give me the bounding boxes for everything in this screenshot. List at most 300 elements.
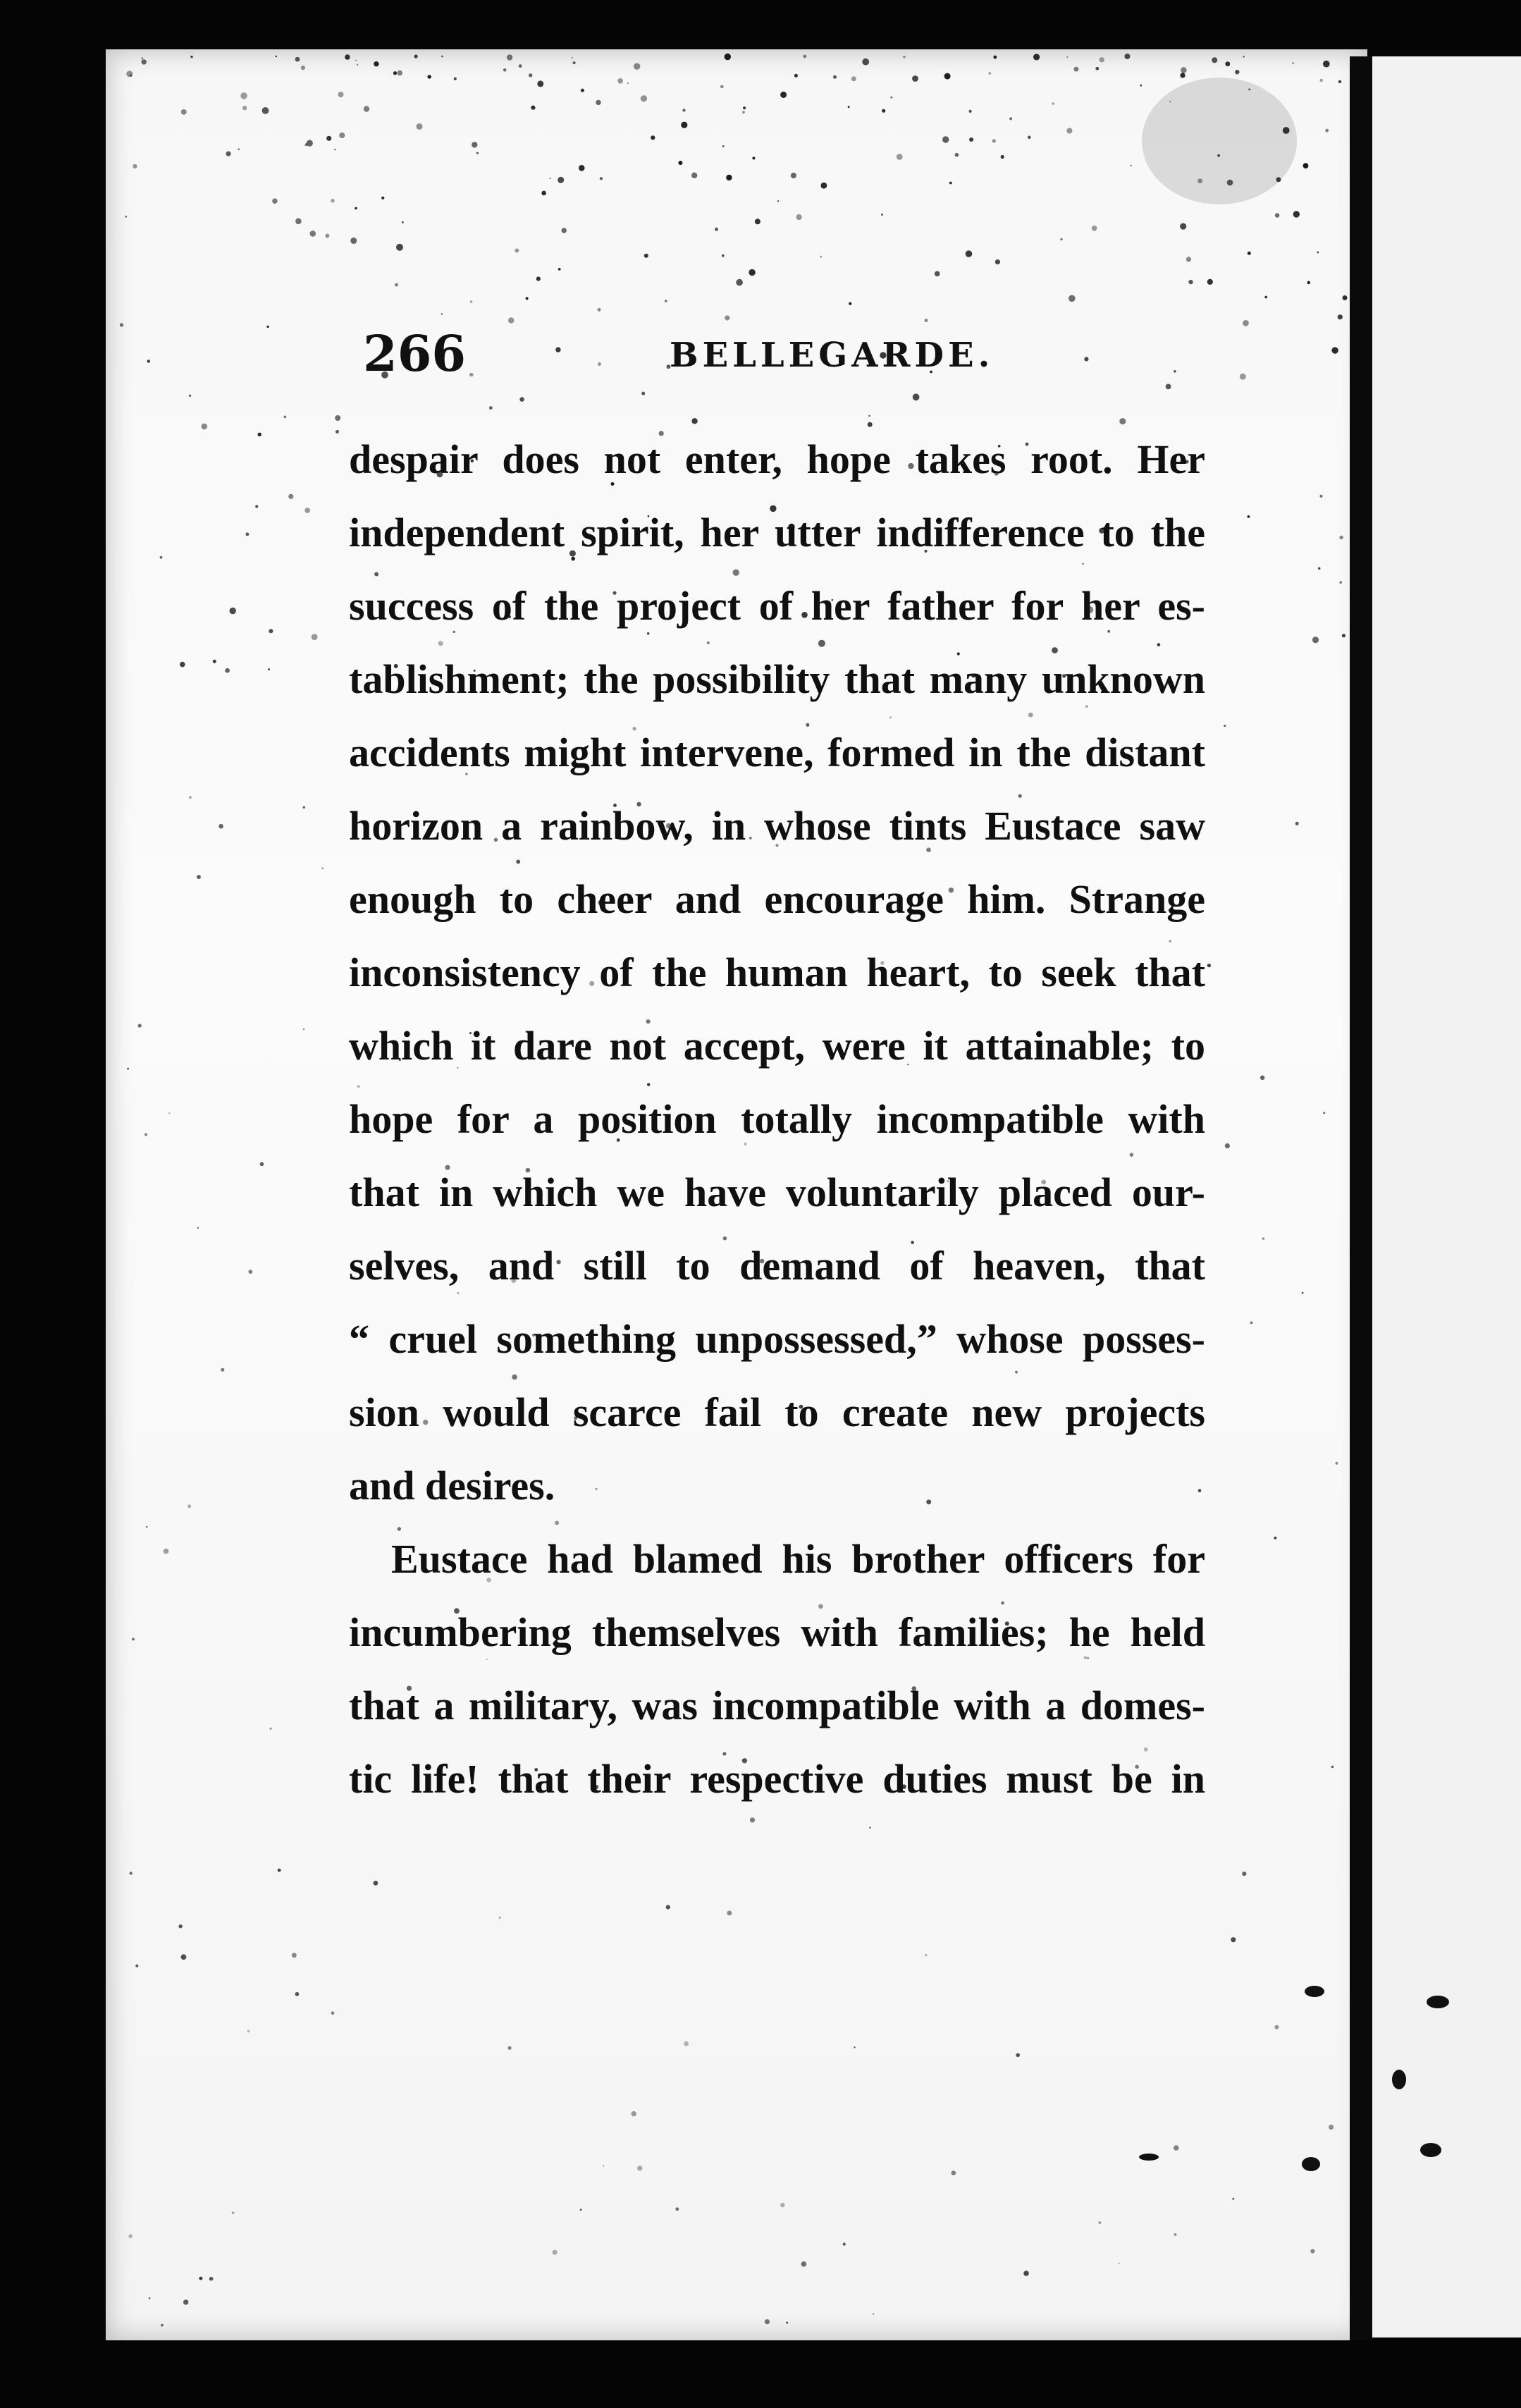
speckle: [1212, 57, 1217, 63]
speckle: [209, 2277, 214, 2281]
speckle: [726, 175, 732, 180]
speckle: [269, 629, 273, 633]
speckle: [634, 63, 640, 70]
speckle: [393, 71, 397, 75]
speckle: [515, 248, 519, 252]
speckle: [312, 634, 318, 640]
speckle: [276, 56, 277, 57]
speckle: [278, 1869, 281, 1872]
speckle: [1264, 296, 1267, 299]
speckle: [725, 315, 729, 320]
speckle: [935, 271, 940, 277]
speckle: [190, 56, 192, 58]
text-line: enough to cheer and encourage him. Strange: [349, 876, 1205, 922]
text-line: that a military, was incompatible with a domes-: [349, 1683, 1205, 1728]
speckle: [126, 70, 133, 77]
speckle: [238, 148, 240, 150]
speckle: [890, 97, 892, 99]
speckle: [1124, 54, 1130, 59]
speckle: [531, 106, 535, 110]
speckle: [470, 300, 473, 303]
text-line: tablishment; the possibility that many unknown: [349, 656, 1205, 702]
speckle: [780, 92, 787, 98]
speckle: [270, 1728, 272, 1730]
speckle: [851, 76, 856, 81]
text-line: which it dare not accept, were it attainable; to: [349, 1023, 1205, 1069]
paragraph-2: [349, 1523, 1205, 1816]
speckle: [1180, 223, 1186, 230]
speckle: [1140, 85, 1142, 87]
speckle: [627, 82, 629, 84]
speckle: [1343, 295, 1348, 300]
speckle: [146, 1526, 147, 1528]
text-line: independent spirit, her utter indifference to the: [349, 510, 1205, 555]
text-line: selves, and still to demand of heaven, that: [349, 1243, 1205, 1289]
speckle: [821, 183, 827, 189]
speckle: [345, 54, 350, 59]
speckle: [1342, 634, 1346, 637]
speckle: [325, 234, 329, 238]
speckle: [720, 85, 724, 89]
speckle: [641, 95, 647, 102]
text-line: that in which we have voluntarily placed our-: [349, 1169, 1205, 1215]
speckle: [1293, 211, 1300, 217]
speckle: [295, 1992, 300, 1996]
speckle: [1312, 637, 1319, 643]
speckle: [417, 123, 423, 130]
speckle: [580, 2209, 582, 2211]
speckle: [1260, 1076, 1264, 1080]
speckle: [374, 61, 378, 66]
speckle: [268, 668, 270, 670]
speckle: [1060, 238, 1062, 240]
speckle: [1250, 1322, 1253, 1325]
speckle: [925, 319, 928, 322]
speckle: [142, 59, 147, 64]
running-title: BELLEGARDE.: [670, 336, 994, 375]
speckle: [988, 72, 991, 75]
text-line: incumbering themselves with families; he held: [349, 1609, 1205, 1655]
speckle: [665, 300, 667, 302]
speckle: [1248, 515, 1250, 518]
speckle: [632, 2111, 636, 2116]
speckle: [402, 221, 404, 223]
speckle: [1338, 314, 1343, 319]
speckle: [331, 2011, 335, 2015]
speckle: [414, 54, 418, 58]
ink-blot: [1302, 2157, 1320, 2171]
speckle: [969, 137, 973, 142]
speckle: [374, 1881, 378, 1886]
speckle: [749, 269, 755, 276]
speckle: [881, 214, 883, 216]
speckle: [1338, 80, 1341, 83]
speckle: [952, 2170, 956, 2175]
speckle: [1092, 226, 1097, 231]
speckle: [666, 1905, 670, 1909]
speckle: [338, 92, 344, 97]
speckle: [1188, 280, 1193, 284]
speckle: [651, 135, 655, 140]
speckle: [1248, 252, 1251, 255]
speckle: [1052, 102, 1054, 105]
speckle: [843, 2243, 846, 2246]
speckle: [794, 74, 798, 78]
speckle: [202, 424, 208, 430]
speckle: [868, 415, 870, 417]
speckle: [1318, 567, 1321, 570]
speckle: [573, 61, 576, 64]
speckle: [397, 70, 402, 76]
speckle: [1323, 1112, 1325, 1114]
speckle: [862, 59, 869, 66]
speckle: [242, 106, 247, 110]
speckle: [135, 1965, 138, 1967]
speckle: [617, 78, 623, 84]
speckle: [598, 308, 601, 312]
speckle: [1323, 61, 1330, 68]
speckle: [596, 100, 601, 105]
speckle: [189, 796, 192, 799]
speckle: [526, 297, 529, 300]
text-line: “ cruel something unpossessed,” whose posses-: [349, 1316, 1205, 1362]
body-text: [349, 423, 1205, 1816]
speckle: [992, 139, 996, 142]
speckle: [138, 1024, 142, 1027]
speckle: [187, 1504, 191, 1508]
speckle: [833, 75, 837, 79]
text-line: hope for a position totally incompatible with: [349, 1096, 1205, 1142]
speckle: [1069, 295, 1076, 302]
ink-blot: [1420, 2143, 1441, 2157]
speckle: [537, 80, 543, 87]
speckle: [1235, 70, 1239, 74]
speckle: [1339, 581, 1342, 584]
speckle: [128, 2235, 132, 2238]
speckle: [248, 1270, 252, 1274]
speckle: [944, 73, 951, 80]
speckle: [218, 824, 223, 829]
speckle: [168, 1112, 170, 1114]
speckle: [295, 57, 300, 62]
speckle: [355, 207, 357, 210]
speckle: [1329, 2125, 1334, 2130]
speckle: [472, 142, 477, 147]
speckle: [682, 109, 685, 111]
speckle: [247, 2030, 250, 2033]
speckle: [292, 1953, 297, 1958]
speckle: [925, 1954, 927, 1956]
speckle: [536, 276, 541, 281]
speckle: [213, 660, 216, 663]
text-line: despair does not enter, hope takes root. Her: [349, 436, 1205, 482]
speckle: [1174, 2145, 1179, 2151]
speckle: [558, 177, 564, 183]
speckle: [350, 238, 357, 244]
text-line: and desires.: [349, 1463, 555, 1509]
speckle: [288, 494, 293, 499]
speckle: [912, 75, 918, 82]
speckle: [603, 2165, 604, 2166]
text-line: Eustace had blamed his brother officers for: [391, 1536, 1205, 1582]
speckle: [1016, 2053, 1020, 2058]
speckle: [132, 1638, 135, 1641]
speckle: [803, 55, 807, 59]
speckle: [1066, 128, 1072, 134]
speckle: [558, 268, 561, 271]
speckle: [955, 153, 959, 157]
speckle: [550, 178, 551, 179]
text-line: horizon a rainbow, in whose tints Eustace saw: [349, 803, 1205, 849]
speckle: [181, 109, 187, 115]
speckle: [304, 143, 307, 146]
speckle: [691, 173, 697, 178]
speckle: [752, 156, 755, 159]
speckle: [508, 317, 514, 323]
speckle: [255, 505, 258, 508]
speckle: [1274, 2025, 1279, 2029]
speckle: [1320, 79, 1323, 82]
speckle: [489, 406, 493, 410]
speckle: [335, 415, 340, 421]
speckle: [1066, 56, 1068, 58]
smudge: [1142, 78, 1297, 204]
speckle: [942, 136, 949, 142]
speckle: [1009, 117, 1012, 120]
speckle: [1224, 725, 1226, 727]
speckle: [572, 57, 573, 59]
speckle: [1033, 54, 1040, 60]
speckle: [303, 806, 305, 809]
speckle: [441, 313, 443, 314]
speckle: [600, 177, 603, 180]
speckle: [562, 228, 567, 233]
speckle: [725, 54, 731, 60]
speckle: [180, 662, 185, 668]
speckle: [395, 283, 398, 287]
speckle: [164, 1549, 169, 1554]
speckle: [529, 73, 532, 77]
speckle: [796, 214, 802, 220]
speckle: [225, 668, 230, 673]
speckle: [791, 173, 796, 178]
speckle: [1225, 1143, 1230, 1148]
speckle: [295, 219, 302, 225]
speckle: [1262, 1237, 1264, 1239]
speckle: [755, 219, 760, 224]
speckle: [579, 165, 585, 171]
speckle: [1225, 61, 1230, 66]
speckle: [339, 133, 345, 138]
speckle: [322, 868, 324, 869]
speckle: [897, 154, 903, 160]
speckle: [743, 106, 746, 109]
speckle: [1232, 2198, 1234, 2200]
paragraph-1: [349, 423, 1205, 1523]
speckle: [141, 57, 143, 59]
speckle: [181, 1954, 187, 1960]
speckle: [160, 556, 163, 559]
speckle: [178, 1924, 182, 1928]
speckle: [801, 2261, 807, 2267]
speckle: [301, 66, 305, 70]
speckle: [133, 164, 137, 168]
speckle: [221, 1368, 224, 1372]
speckle: [260, 1162, 264, 1167]
text-line: accidents might intervene, formed in the distant: [349, 730, 1205, 775]
speckle: [1242, 1872, 1246, 1876]
speckle: [454, 78, 457, 80]
speckle: [722, 254, 725, 257]
speckle: [780, 2203, 784, 2207]
speckle: [144, 1134, 147, 1136]
speckle: [1231, 1937, 1236, 1942]
speckle: [1180, 73, 1185, 78]
speckle: [678, 161, 682, 165]
ink-blot: [1392, 2070, 1406, 2089]
page-number: 266: [363, 324, 467, 383]
speckle: [304, 508, 310, 513]
speckle: [428, 75, 431, 78]
speckle: [335, 430, 339, 434]
speckle: [873, 2314, 874, 2315]
speckle: [1028, 136, 1031, 140]
speckle: [396, 244, 403, 251]
ink-blot: [1139, 2154, 1159, 2161]
speckle: [127, 1068, 129, 1070]
speckle: [125, 216, 127, 218]
speckle: [245, 532, 249, 536]
speckle: [541, 191, 546, 196]
speckle: [149, 2297, 151, 2299]
speckle: [1023, 2271, 1029, 2276]
speckle: [240, 92, 247, 99]
speckle: [232, 2211, 235, 2214]
speckle: [736, 279, 743, 286]
speckle: [226, 152, 231, 156]
speckle: [284, 416, 287, 419]
speckle: [364, 106, 369, 111]
speckle: [995, 259, 1000, 264]
speckle: [637, 2166, 642, 2170]
speckle: [355, 60, 357, 61]
speckle: [197, 1227, 199, 1229]
speckle: [969, 110, 972, 113]
speckle: [1186, 257, 1191, 262]
speckle: [1181, 67, 1186, 73]
speckle: [1095, 67, 1099, 70]
speckle: [993, 56, 997, 59]
speckle: [183, 2299, 188, 2304]
speckle: [161, 2324, 164, 2327]
ink-blot: [1305, 1986, 1324, 1997]
speckle: [903, 56, 905, 58]
speckle: [722, 145, 725, 147]
speckle: [507, 54, 512, 60]
text-line: sion would scarce fail to create new projects: [349, 1389, 1205, 1435]
running-head: [0, 324, 1521, 402]
speckle: [765, 2319, 770, 2324]
speckle: [272, 198, 278, 204]
speckle: [331, 199, 334, 202]
speckle: [476, 152, 479, 154]
speckle: [882, 109, 885, 113]
speckle: [326, 136, 331, 141]
speckle: [1307, 281, 1311, 285]
speckle: [848, 106, 850, 108]
speckle: [258, 433, 261, 436]
speckle: [820, 256, 822, 258]
speckle: [230, 608, 236, 614]
speckle: [508, 2046, 512, 2050]
speckle: [1174, 2233, 1176, 2236]
speckle: [869, 1826, 871, 1829]
speckle: [581, 89, 584, 92]
speckle: [262, 107, 269, 114]
speckle: [553, 2250, 558, 2255]
ink-blot: [1427, 1996, 1449, 2008]
speckle: [742, 111, 745, 114]
speckle: [499, 1917, 501, 1919]
speckle: [1319, 495, 1322, 498]
speckle: [441, 56, 443, 58]
speckle: [1317, 252, 1319, 254]
speckle: [750, 1817, 755, 1822]
speckle: [1295, 822, 1299, 825]
speckle: [1118, 2263, 1119, 2264]
speckle: [503, 68, 507, 72]
speckle: [1336, 1462, 1338, 1465]
speckle: [1099, 2221, 1102, 2224]
speckle: [519, 64, 522, 68]
speckle: [966, 250, 973, 257]
speckle: [786, 2322, 788, 2324]
speckle: [777, 200, 779, 202]
speckle: [1339, 536, 1343, 539]
speckle: [197, 875, 201, 879]
speckle: [1303, 163, 1309, 168]
speckle: [644, 254, 648, 258]
speckle: [334, 149, 335, 150]
text-line: inconsistency of the human heart, to seek that: [349, 950, 1205, 995]
speckle: [854, 2046, 855, 2048]
speckle: [1331, 1766, 1334, 1769]
speckle: [310, 231, 316, 237]
speckle: [715, 228, 718, 231]
speckle: [681, 122, 687, 128]
speckle: [1292, 62, 1294, 64]
speckle: [130, 1872, 133, 1874]
speckle: [1243, 56, 1245, 57]
speckle: [1001, 155, 1004, 159]
speckle: [303, 1028, 304, 1030]
speckle: [849, 302, 851, 305]
speckle: [1207, 964, 1211, 967]
speckle: [199, 2277, 202, 2280]
speckle: [1275, 213, 1279, 217]
speckle: [675, 2207, 679, 2211]
speckle: [381, 197, 384, 199]
speckle: [1207, 279, 1213, 285]
speckle: [1302, 1292, 1304, 1294]
text-line: tic life! that their respective duties must be in: [349, 1756, 1205, 1802]
speckle: [1274, 1537, 1276, 1540]
speckle: [1325, 129, 1329, 133]
speckle: [1074, 67, 1079, 72]
speckle: [1310, 2249, 1314, 2254]
speckle: [949, 182, 952, 185]
text-line: success of the project of her father for her es-: [349, 583, 1205, 629]
